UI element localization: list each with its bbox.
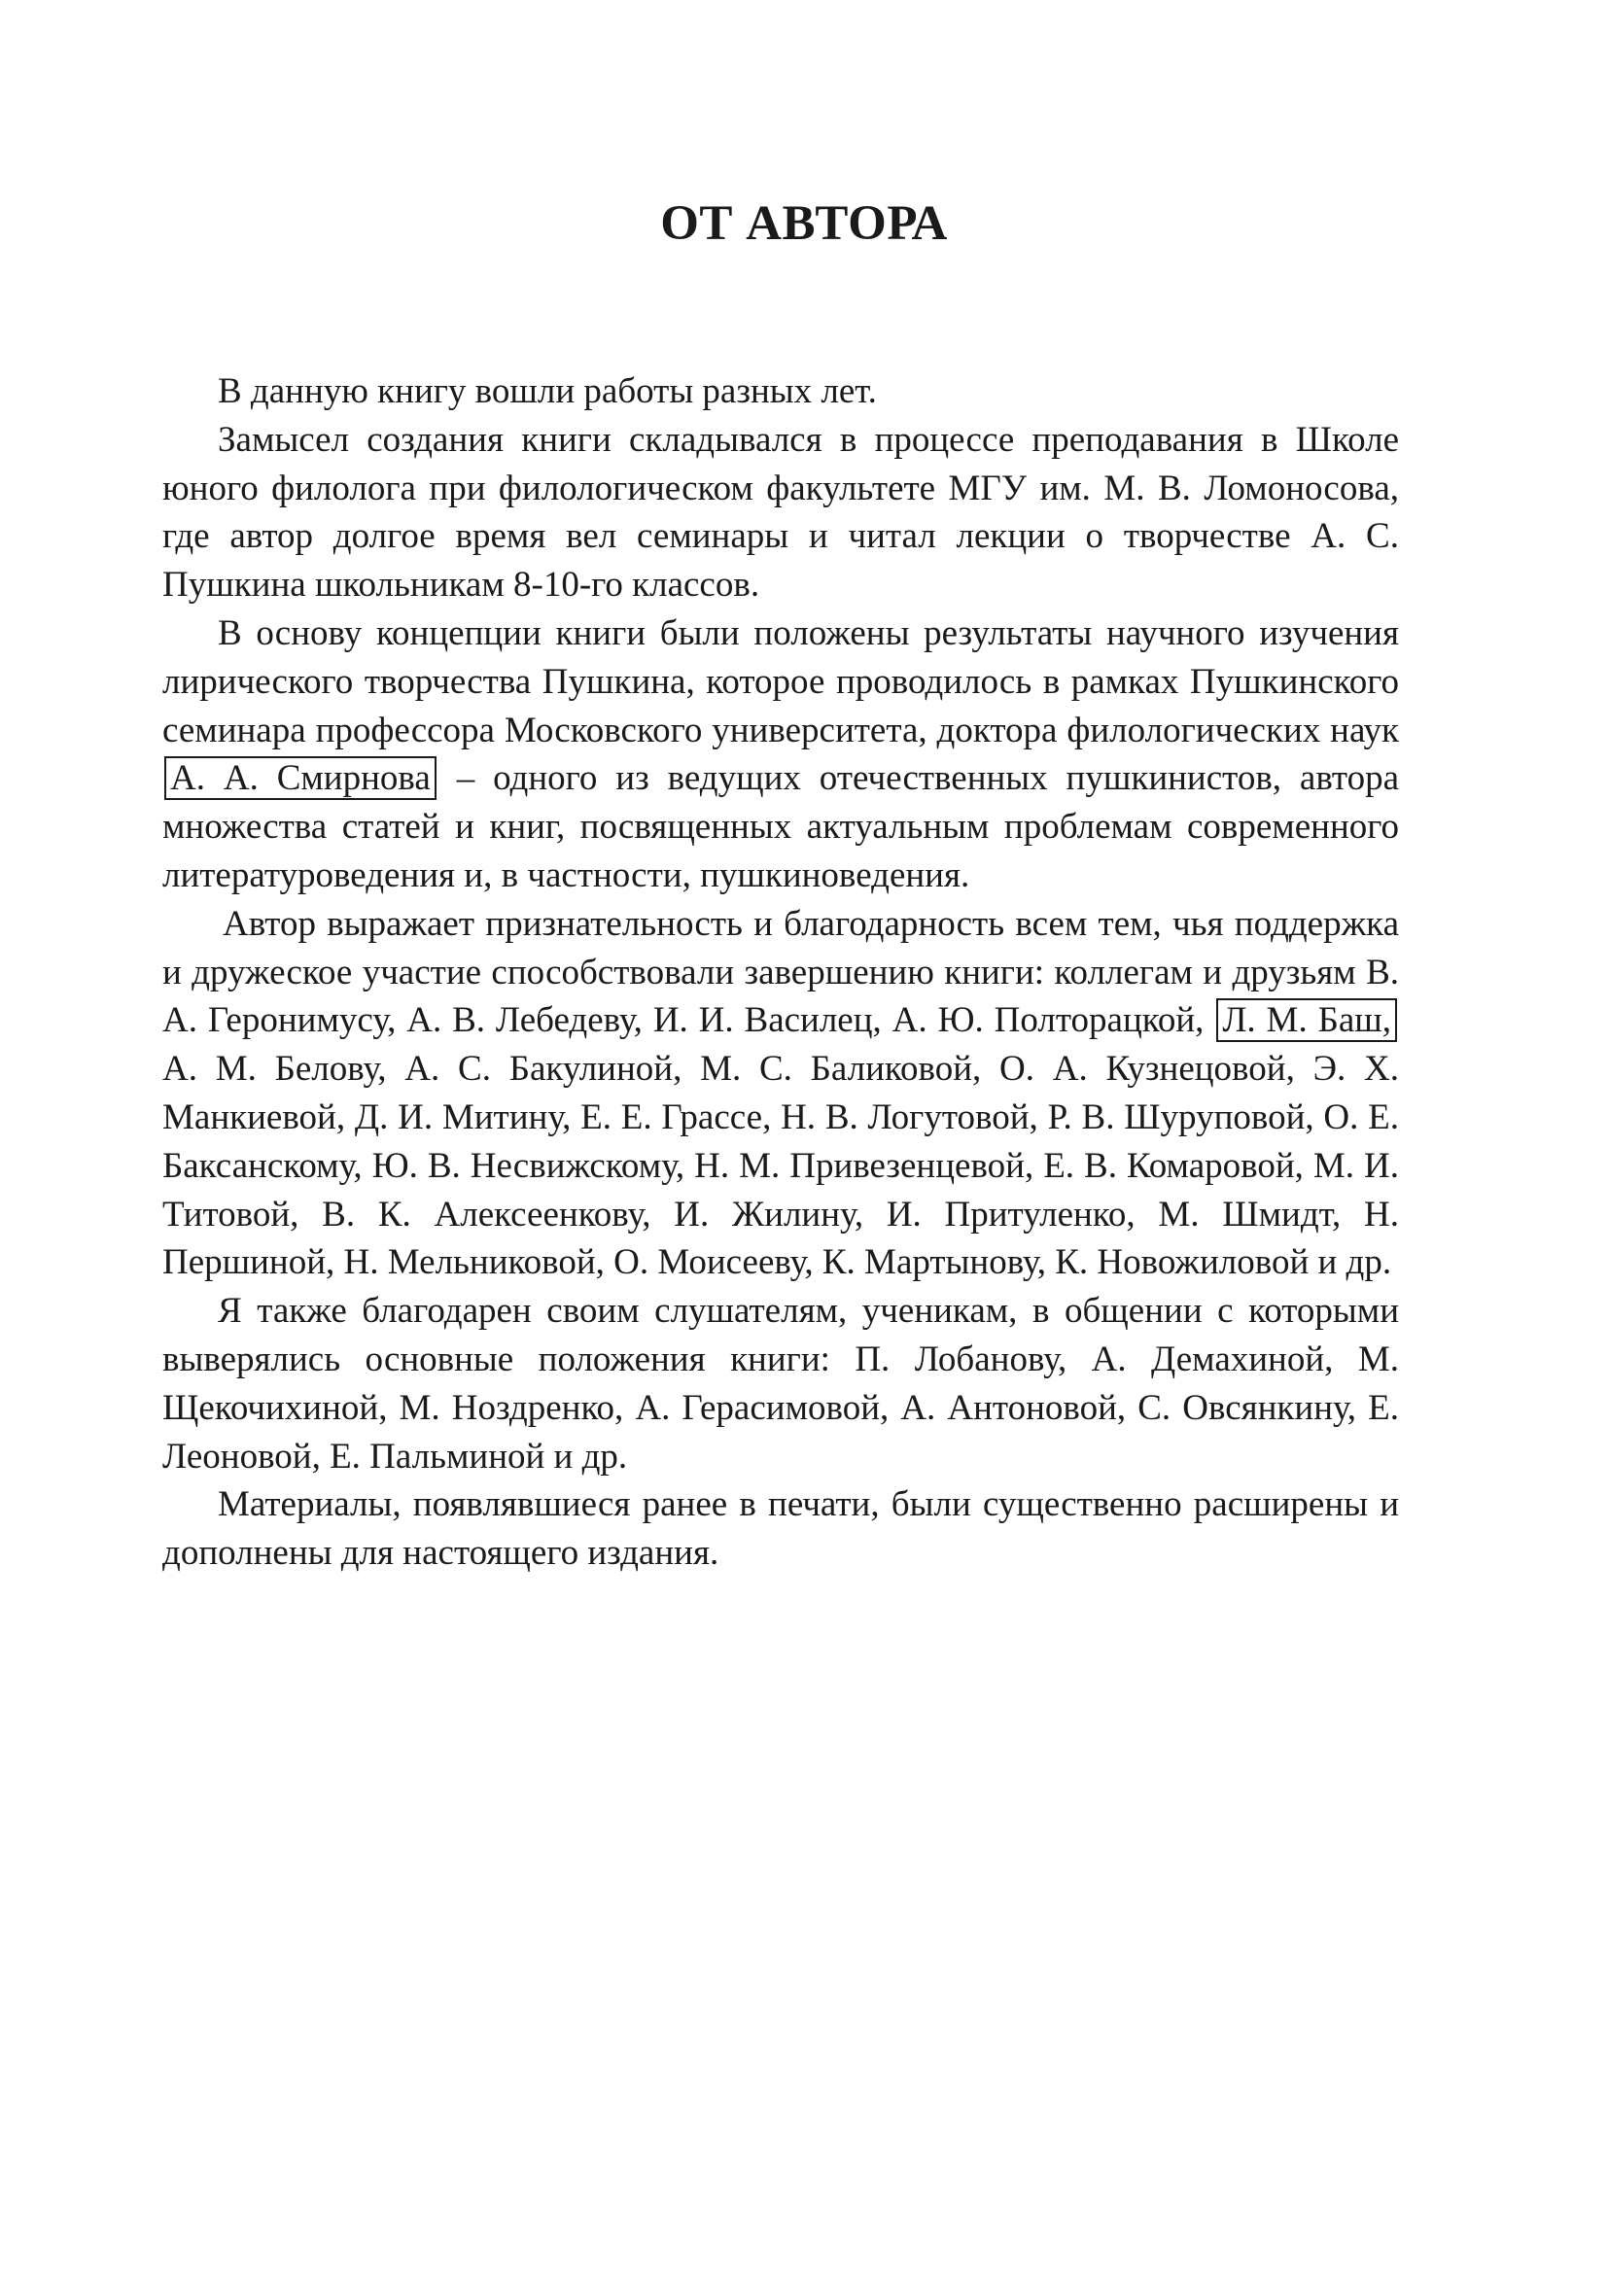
paragraph-5: Я также благодарен своим слушателям, ученикам, в общении с которыми выверялись основные положения книги: П. Лобанову, А. Демахиной, М. Щекочихиной, М. Ноздренко, А. Герасимовой, А. Антоновой, С. Овсянкину, Е. Леоновой, Е. Пальминой и др.	[162, 1291, 1399, 1477]
paragraph-4-text-after: А. М. Белову, А. С. Бакулиной, М. С. Баликовой, О. А. Кузнецовой, Э. Х. Манкиевой, Д. И. Митину, Е. Е. Грассе, Н. В. Логутовой, Р. В. Шуруповой, О. Е. Баксанскому, Ю. В. Несвижскому, Н. М. Привезенцевой, Е. В. Комаровой, М. И. Титовой, В. К. Алексеенкову, И. Жилину, И. Притуленко, М. Шмидт, Н. Першиной, Н. Мельниковой, О. Моисееву, К. Мартынову, К. Новожиловой и др.	[162, 1049, 1399, 1283]
boxed-name-bash: Л. М. Баш,	[1216, 998, 1397, 1042]
paragraph-2: Замысел создания книги складывался в процессе преподавания в Школе юного филолога при филологическом факультете МГУ им. М. В. Ломоносова, где автор долгое время вел семинары и читал лекции о творчестве А. С. Пушкина школьникам 8-10-го классов.	[162, 419, 1399, 606]
paragraph-3-text-before: В основу концепции книги были положены результаты научного изучения лирического творчества Пушкина, которое проводилось в рамках Пушкинского семинара профессора Московского университета, доктора филологических наук	[162, 612, 1399, 750]
page-title: ОТ АВТОРА	[660, 196, 948, 251]
boxed-name-smirnov: А. А. Смирнова	[164, 756, 437, 800]
paragraph-3	[162, 609, 1399, 900]
body-text	[162, 367, 1399, 1578]
paragraph-4-text-before: Автор выражает признательность и благодарность всем тем, чья поддержка и дружеское участие способствовали завершению книги: коллегам и друзьям В. А. Геронимусу, А. В. Лебедеву, И. И. Василец, А. Ю. Полторацкой,	[162, 903, 1399, 1041]
paragraph-6: Материалы, появлявшиеся ранее в печати, были существенно расширены и дополнены для настоящего издания.	[162, 1484, 1399, 1574]
paragraph-3-text-after: – одного из ведущих отечественных пушкинистов, автора множества статей и книг, посвященных актуальным проблемам современного литературоведения и, в частности, пушкиноведения.	[162, 758, 1400, 895]
paragraph-4	[162, 900, 1399, 1287]
paragraph-1: В данную книгу вошли работы разных лет.	[218, 371, 877, 411]
